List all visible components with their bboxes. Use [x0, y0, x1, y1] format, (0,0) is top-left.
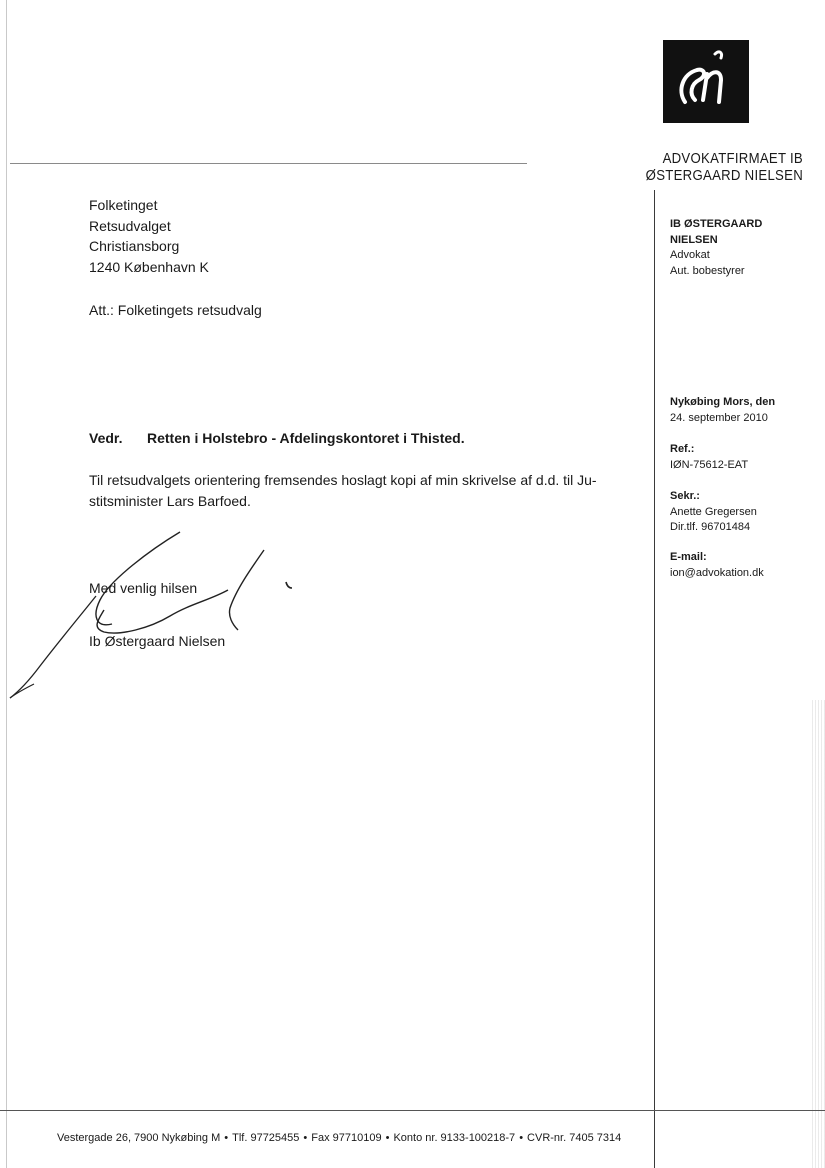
footer-address: Vestergade 26, 7900 Nykøbing M: [57, 1132, 221, 1144]
recipient-line: Folketinget: [89, 197, 158, 213]
secretary-name: Anette Gregersen: [670, 505, 757, 518]
sidebar-date: [670, 395, 775, 426]
handwritten-signature: [0, 520, 320, 710]
sidebar-email: [670, 550, 764, 581]
attorney-name: NIELSEN: [670, 233, 718, 246]
sidebar-divider: [654, 190, 655, 1168]
closing-greeting: Med venlig hilsen: [89, 580, 198, 596]
scan-edge-artifact: [812, 700, 825, 1168]
firm-name: ADVOKATFIRMAET IB ØSTERGAARD NIELSEN: [645, 150, 803, 184]
email-value: ion@advokation.dk: [670, 566, 764, 579]
header-divider: [10, 163, 527, 164]
footer-divider: [0, 1110, 825, 1111]
footer-separator: •: [385, 1132, 390, 1144]
footer-separator: •: [224, 1132, 229, 1144]
email-label: E-mail:: [670, 551, 707, 563]
secretary-label: Sekr.:: [670, 490, 700, 502]
body-line: Til retsudvalgets orientering fremsendes hoslagt kopi af min skrivelse af d.d. til Ju-: [89, 472, 597, 488]
place-label: Nykøbing Mors, den: [670, 396, 776, 408]
subject-text: Retten i Holstebro - Afdelingskontoret i Thisted.: [147, 430, 465, 446]
footer-fax: Fax 97710109: [311, 1132, 382, 1144]
sender-name: Ib Østergaard Nielsen: [89, 633, 226, 649]
recipient-line: Retsudvalget: [89, 217, 171, 234]
recipient-line: Christiansborg: [89, 238, 180, 254]
sidebar-attorney: [670, 217, 762, 279]
recipient-line: 1240 København K: [89, 258, 209, 275]
letter-body: [89, 470, 609, 512]
footer-phone: Tlf. 97725455: [232, 1132, 300, 1144]
body-line: stitsminister Lars Barfoed.: [89, 493, 251, 509]
footer-separator: •: [303, 1132, 308, 1144]
subject-line: [89, 430, 465, 446]
recipient-address: [89, 195, 209, 277]
firm-logo: [663, 40, 749, 123]
ref-value: IØN-75612-EAT: [670, 458, 749, 471]
attention-line: Att.: Folketingets retsudvalg: [89, 302, 262, 318]
footer-separator: •: [519, 1132, 524, 1144]
sidebar-secretary: [670, 489, 757, 536]
footer-contact: [57, 1132, 621, 1144]
attorney-title: Advokat: [670, 249, 710, 261]
footer-cvr: CVR-nr. 7405 7314: [527, 1132, 622, 1144]
sidebar-ref: [670, 442, 748, 473]
ref-label: Ref.:: [670, 443, 695, 455]
footer-account: Konto nr. 9133-100218-7: [393, 1132, 516, 1144]
attorney-title: Aut. bobestyrer: [670, 264, 745, 277]
subject-prefix: Vedr.: [89, 430, 123, 446]
logo-monogram-icon: [663, 40, 749, 123]
secretary-phone: Dir.tlf. 96701484: [670, 521, 751, 533]
date-value: 24. september 2010: [670, 411, 768, 424]
attorney-name: IB ØSTERGAARD: [670, 218, 763, 230]
